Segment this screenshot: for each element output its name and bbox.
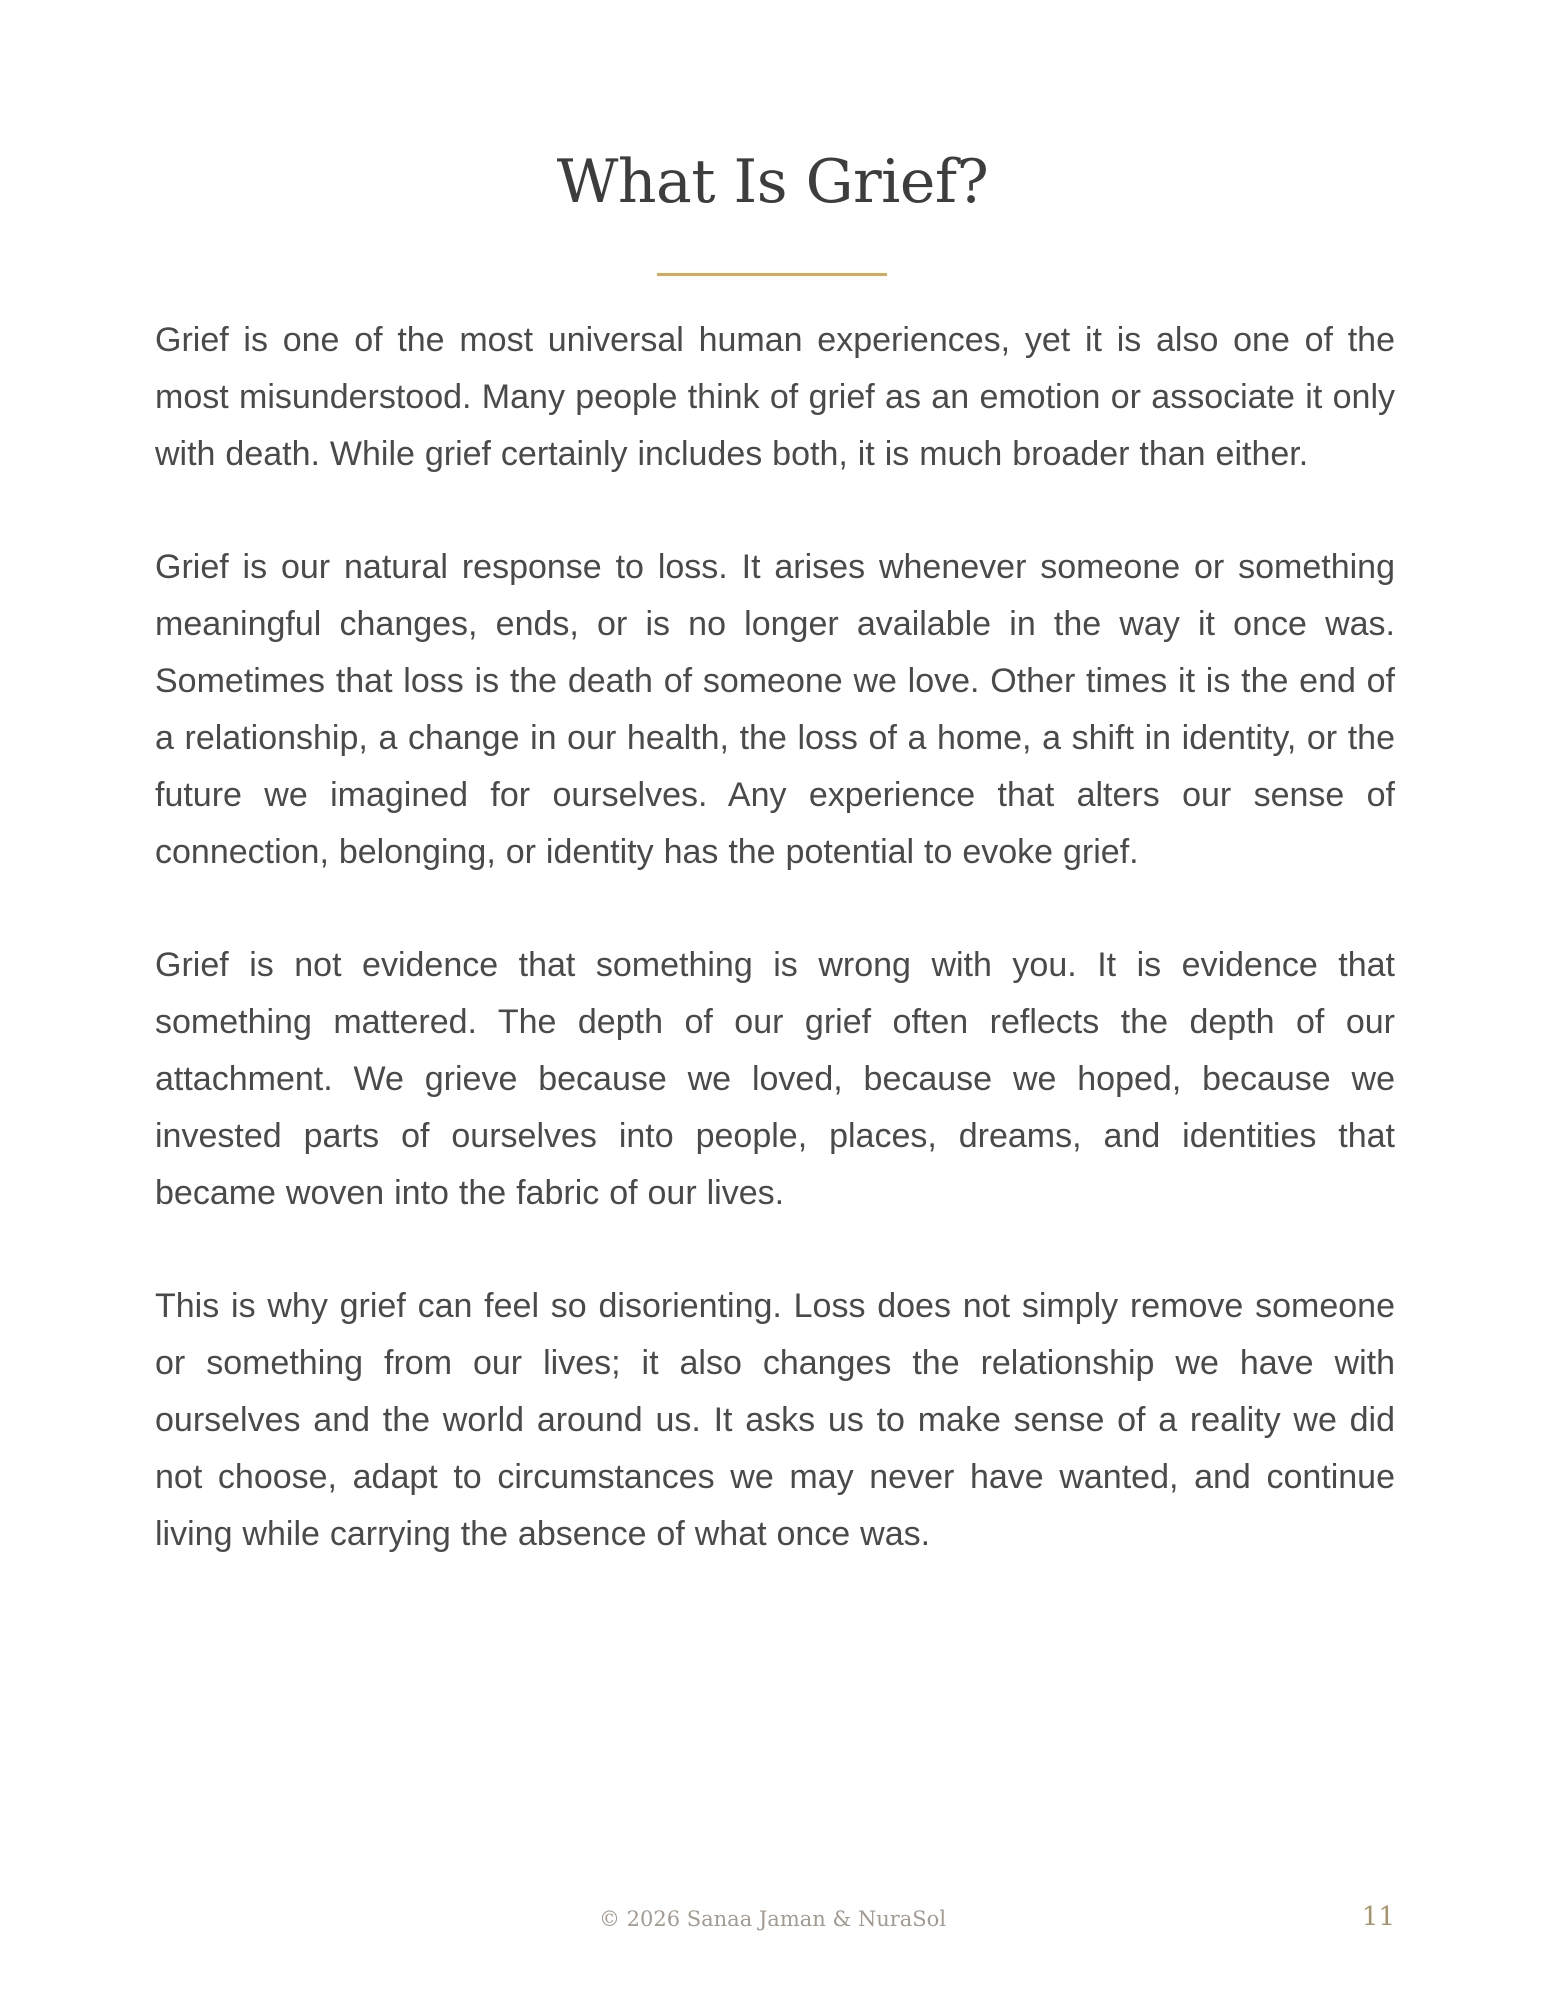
paragraph-3: Grief is not evidence that something is wrong with you. It is evidence that something mattered. The depth of our grief often reflects the depth of our attachment. We grieve because we loved, because we hoped, because we invested parts of ourselves into people, places, dreams, and identities that became woven into the fabric of our lives. [155,946,1395,1212]
page-number: 11 [1361,1902,1395,1932]
page-title: What Is Grief? [556,147,989,217]
title-divider [657,273,887,276]
paragraph-1: Grief is one of the most universal human experiences, yet it is also one of the most misunderstood. Many people think of grief as an emotion or associate it only with death. While grief certainly includes both, it is much broader than either. [155,321,1395,473]
paragraph-2: Grief is our natural response to loss. It arises whenever someone or something meaningful changes, ends, or is no longer available in the way it once was. Sometimes that loss is the death of someone we love. Other times it is the end of a relationship, a change in our health, the loss of a home, a shift in identity, or the future we imagined for ourselves. Any experience that alters our sense of connection, belonging, or identity has the potential to evoke grief. [155,548,1395,871]
body-text [155,312,1395,1619]
footer-copyright: © 2026 Sanaa Jaman & NuraSol [598,1907,947,1931]
paragraph-4: This is why grief can feel so disorienting. Loss does not simply remove someone or something from our lives; it also changes the relationship we have with ourselves and the world around us. It asks us to make sense of a reality we did not choose, adapt to circumstances we may never have wanted, and continue living while carrying the absence of what once was. [155,1287,1395,1553]
